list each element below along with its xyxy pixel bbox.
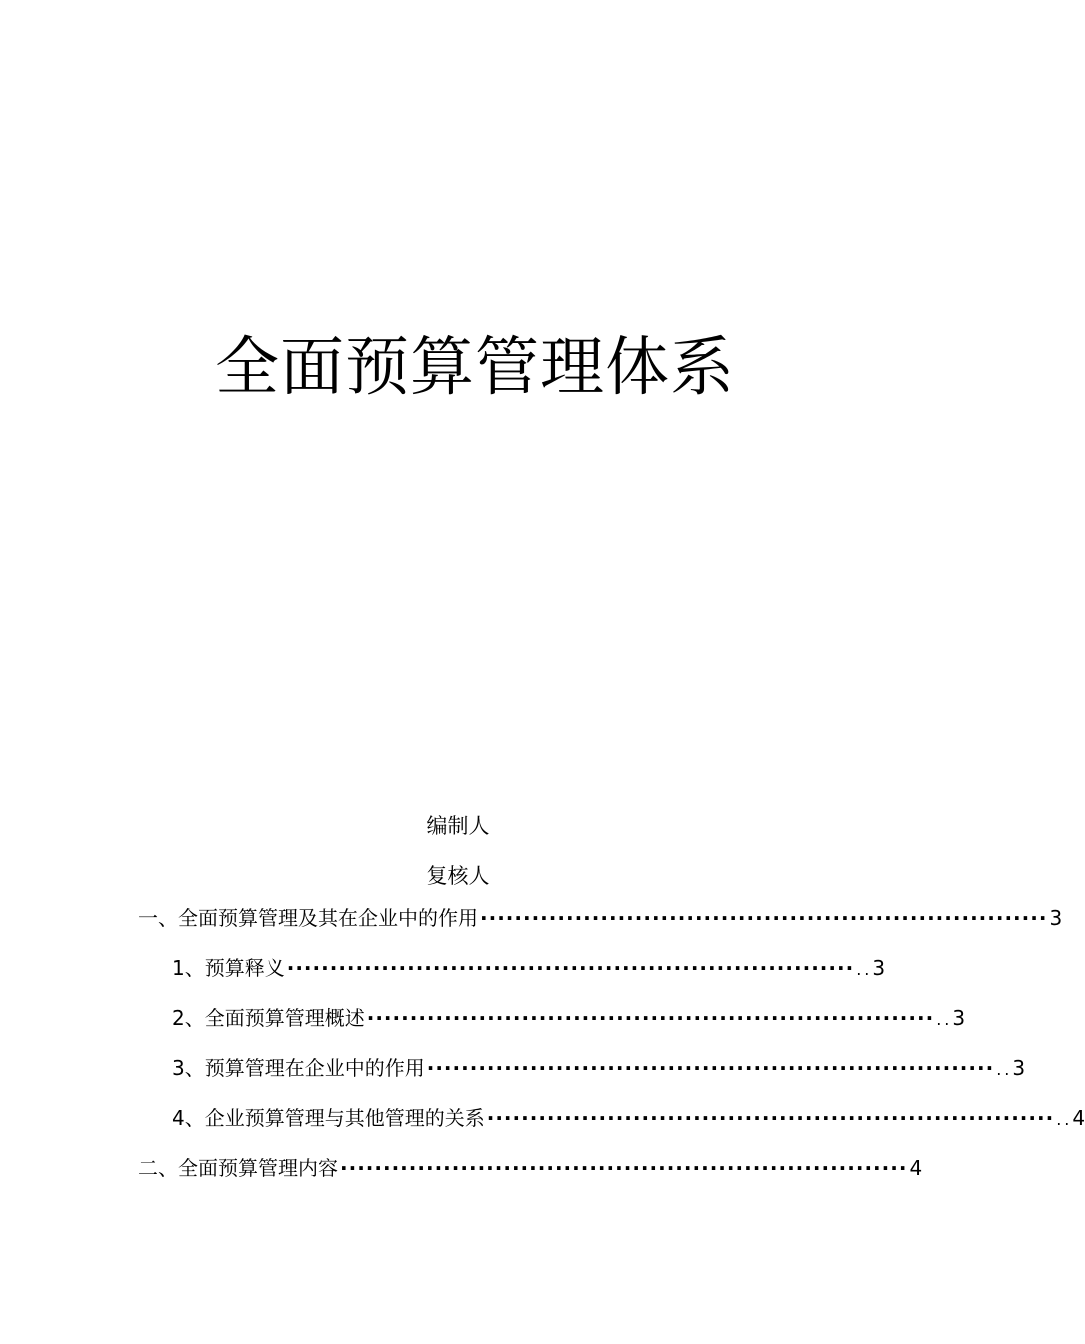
toc-leader-dots: ·································································· bbox=[426, 1056, 995, 1080]
toc-leader-end: .. bbox=[1056, 1110, 1073, 1129]
toc-entry-text: 一、全面预算管理及其在企业中的作用 bbox=[138, 906, 478, 930]
toc-page-number: 3 bbox=[1049, 906, 1063, 930]
toc-entry[interactable] bbox=[172, 1054, 1026, 1082]
toc-leader-dots: ·································································· bbox=[486, 1106, 1055, 1130]
toc-page-number: 3 bbox=[872, 956, 886, 980]
toc-entry-text: 3、预算管理在企业中的作用 bbox=[172, 1056, 425, 1080]
toc-entry[interactable] bbox=[172, 1004, 966, 1032]
toc-entry-text: 2、全面预算管理概述 bbox=[172, 1006, 365, 1030]
toc-entry[interactable] bbox=[138, 904, 1063, 932]
toc-page-number: 4 bbox=[1072, 1106, 1085, 1130]
toc-leader-dots: ·································································· bbox=[286, 956, 855, 980]
toc-entry-text: 4、企业预算管理与其他管理的关系 bbox=[172, 1106, 485, 1130]
document-title: 全面预算管理体系 bbox=[215, 331, 735, 405]
toc-page-number: 4 bbox=[909, 1156, 923, 1180]
toc-entry[interactable] bbox=[172, 1104, 1085, 1132]
toc-entry-text: 二、全面预算管理内容 bbox=[138, 1156, 338, 1180]
toc-page-number: 3 bbox=[1012, 1056, 1026, 1080]
toc-leader-dots: ·································································· bbox=[480, 906, 1048, 930]
toc-leader-end: .. bbox=[936, 1010, 953, 1029]
toc-leader-end: .. bbox=[856, 960, 873, 979]
author-label: 编制人 bbox=[426, 814, 490, 838]
toc-entry-text: 1、预算释义 bbox=[172, 956, 285, 980]
toc-entry[interactable] bbox=[138, 1154, 923, 1182]
toc-leader-dots: ·································································· bbox=[340, 1156, 908, 1180]
reviewer-label: 复核人 bbox=[426, 864, 490, 888]
toc-leader-end: .. bbox=[996, 1060, 1013, 1079]
toc-leader-dots: ·································································· bbox=[366, 1006, 935, 1030]
toc-entry[interactable] bbox=[172, 954, 886, 982]
toc-page-number: 3 bbox=[952, 1006, 966, 1030]
